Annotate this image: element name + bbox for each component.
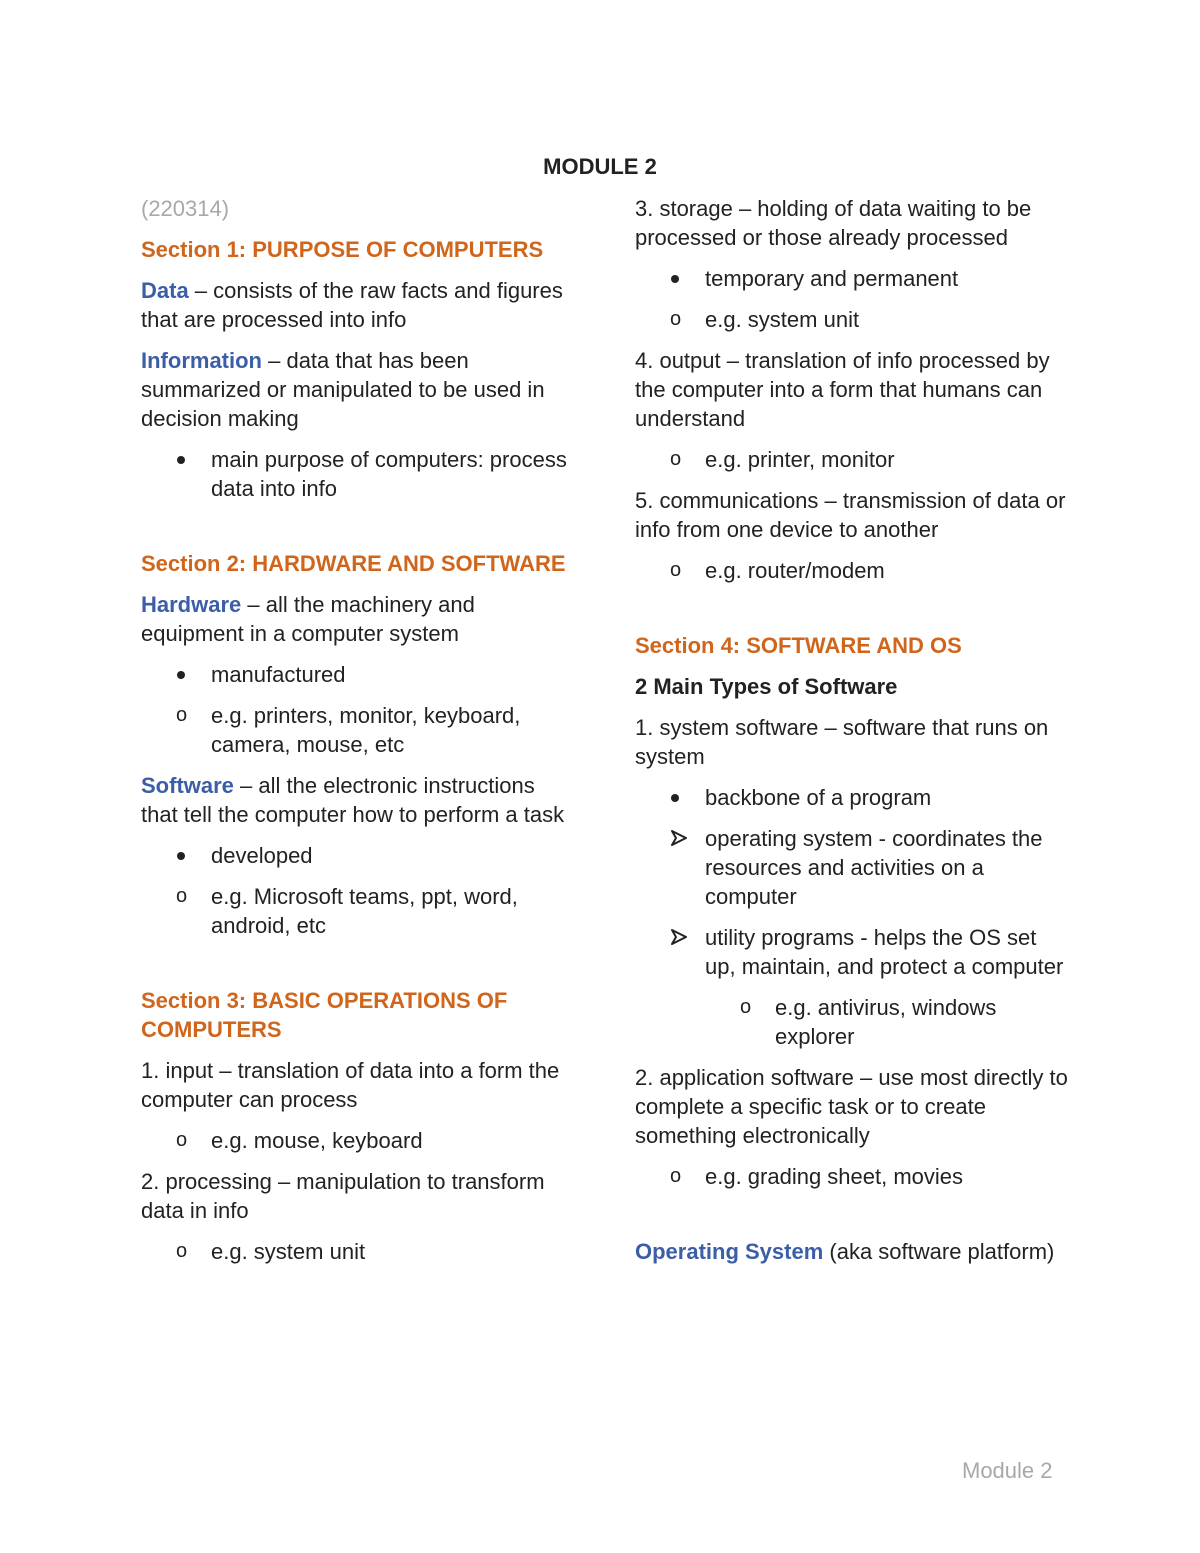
list-item bbox=[635, 445, 1070, 474]
circle-bullet-icon: o bbox=[670, 448, 682, 470]
circle-bullet-icon: o bbox=[176, 704, 188, 726]
list-item bbox=[635, 556, 1070, 585]
circle-bullet-icon: o bbox=[740, 996, 752, 1018]
list-item bbox=[141, 841, 571, 870]
page-footer: Module 2 bbox=[962, 1458, 1053, 1483]
list-item-text: e.g. Microsoft teams, ppt, word, android, etc bbox=[211, 884, 518, 938]
date-label: (220314) bbox=[141, 196, 230, 221]
list-item-text: e.g. system unit bbox=[705, 307, 860, 332]
right-column bbox=[635, 194, 1070, 1278]
operation-output: 4. output – translation of info processed by the computer into a form that humans can understand bbox=[635, 348, 1050, 431]
list-item bbox=[635, 824, 1070, 911]
list-item-text: e.g. router/modem bbox=[705, 558, 885, 583]
software-definition bbox=[141, 771, 571, 829]
list-item bbox=[635, 993, 1070, 1051]
data-definition bbox=[141, 276, 571, 334]
operation-input: 1. input – translation of data into a form the computer can process bbox=[141, 1058, 560, 1112]
section-4-subheading: 2 Main Types of Software bbox=[635, 674, 898, 699]
list-item-text: e.g. system unit bbox=[211, 1239, 366, 1264]
bullet-icon bbox=[177, 456, 185, 464]
operating-system-def-text: (aka software platform) bbox=[823, 1239, 1055, 1264]
circle-bullet-icon: o bbox=[176, 1240, 188, 1262]
hardware-definition bbox=[141, 590, 571, 648]
list-item bbox=[141, 1237, 571, 1266]
list-item bbox=[635, 264, 1070, 293]
circle-bullet-icon: o bbox=[670, 559, 682, 581]
list-item bbox=[141, 1126, 571, 1155]
software-type-application: 2. application software – use most directly to complete a specific task or to create something electronically bbox=[635, 1065, 1068, 1148]
list-item-text: e.g. mouse, keyboard bbox=[211, 1128, 423, 1153]
hardware-term: Hardware bbox=[141, 592, 242, 617]
operation-storage: 3. storage – holding of data waiting to be processed or those already processed bbox=[635, 196, 1032, 250]
software-def-text: – all the electronic instructions that tell the computer how to perform a task bbox=[141, 773, 565, 827]
list-item-text: operating system - coordinates the resources and activities on a computer bbox=[705, 826, 1043, 909]
information-term: Information bbox=[141, 348, 262, 373]
list-item bbox=[635, 923, 1070, 981]
section-1-heading: Section 1: PURPOSE OF COMPUTERS bbox=[141, 237, 544, 262]
circle-bullet-icon: o bbox=[670, 1165, 682, 1187]
list-item-text: manufactured bbox=[211, 662, 346, 687]
section-3-heading: Section 3: BASIC OPERATIONS OF COMPUTERS bbox=[141, 988, 508, 1042]
list-item bbox=[635, 1162, 1070, 1191]
list-item-text: e.g. printer, monitor bbox=[705, 447, 895, 472]
circle-bullet-icon: o bbox=[176, 885, 188, 907]
list-item-text: utility programs - helps the OS set up, maintain, and protect a computer bbox=[705, 925, 1064, 979]
operating-system-definition bbox=[635, 1237, 1070, 1266]
circle-bullet-icon: o bbox=[176, 1129, 188, 1151]
left-column bbox=[141, 194, 571, 1278]
information-def-text: – data that has been summarized or manipulated to be used in decision making bbox=[141, 348, 545, 431]
data-def-text: – consists of the raw facts and figures that are processed into info bbox=[141, 278, 563, 332]
arrow-bullet-icon bbox=[670, 923, 694, 953]
operation-communications: 5. communications – transmission of data or info from one device to another bbox=[635, 488, 1066, 542]
bullet-icon bbox=[177, 671, 185, 679]
list-item bbox=[141, 882, 571, 940]
list-item-text: e.g. printers, monitor, keyboard, camera, mouse, etc bbox=[211, 703, 521, 757]
list-item bbox=[141, 660, 571, 689]
operating-system-term: Operating System bbox=[635, 1239, 824, 1264]
software-term: Software bbox=[141, 773, 234, 798]
bullet-icon bbox=[177, 852, 185, 860]
list-item-text: temporary and permanent bbox=[705, 266, 959, 291]
list-item-text: e.g. antivirus, windows explorer bbox=[775, 995, 997, 1049]
section-4-heading: Section 4: SOFTWARE AND OS bbox=[635, 633, 962, 658]
bullet-icon bbox=[671, 794, 679, 802]
section-2-heading: Section 2: HARDWARE AND SOFTWARE bbox=[141, 551, 566, 576]
list-item-text: e.g. grading sheet, movies bbox=[705, 1164, 964, 1189]
list-item bbox=[141, 701, 571, 759]
bullet-icon bbox=[671, 275, 679, 283]
list-item-text: main purpose of computers: process data into info bbox=[211, 447, 567, 501]
data-term: Data bbox=[141, 278, 189, 303]
list-item bbox=[141, 445, 571, 503]
list-item bbox=[635, 783, 1070, 812]
list-item bbox=[635, 305, 1070, 334]
list-item-text: backbone of a program bbox=[705, 785, 932, 810]
page-title: MODULE 2 bbox=[543, 154, 657, 179]
information-definition bbox=[141, 346, 571, 433]
hardware-def-text: – all the machinery and equipment in a computer system bbox=[141, 592, 475, 646]
list-item-text: developed bbox=[211, 843, 313, 868]
software-type-system: 1. system software – software that runs on system bbox=[635, 715, 1049, 769]
operation-processing: 2. processing – manipulation to transform data in info bbox=[141, 1169, 545, 1223]
arrow-bullet-icon bbox=[670, 824, 694, 854]
circle-bullet-icon: o bbox=[670, 308, 682, 330]
